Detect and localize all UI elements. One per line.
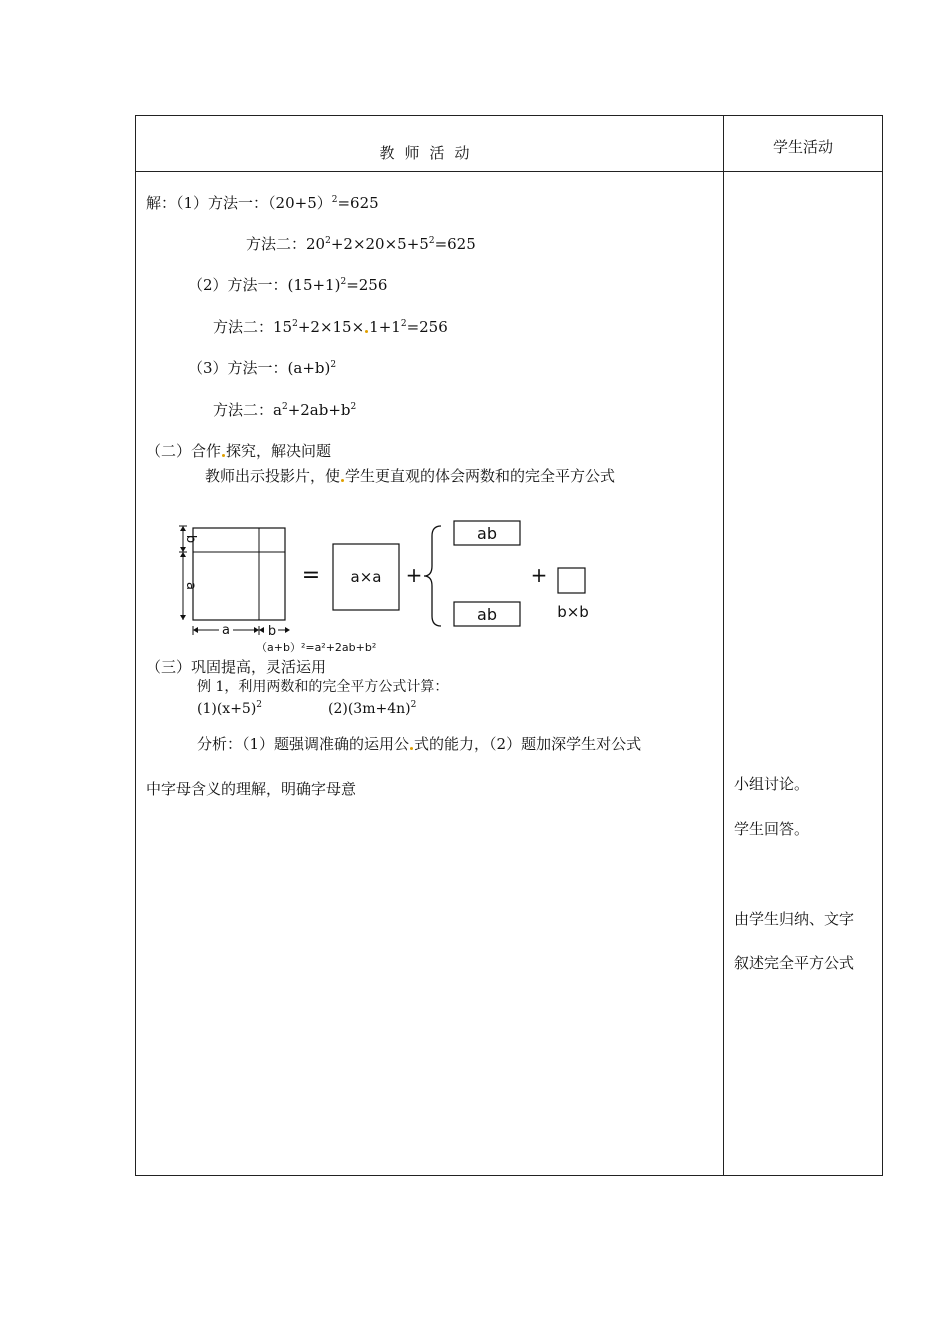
analysis-line-1: 分析：（1）题强调准确的运用公 式的能力，（2）题加深学生对公式 [197, 735, 642, 753]
question-1: $(1)(x+5)^2$ [197, 700, 263, 717]
formula-caption: （a+b）²=a²+2ab+b² [256, 641, 377, 654]
analysis-line-2: 中字母含义的理解，明确字母意 [146, 780, 357, 798]
student-item-group-discussion: 小组讨论。 [734, 775, 810, 793]
axa-label: a×a [350, 568, 382, 586]
mark-dot [365, 330, 368, 333]
mark-dot [410, 747, 413, 750]
section2-desc: 教师出示投影片，使 学生更直观的体会两数和的完全平方公式 [205, 467, 616, 485]
equals-sign: = [301, 563, 321, 588]
solution-line-6: 方法二：$a^2+2ab+b^2$ [213, 401, 357, 419]
column-divider [723, 116, 724, 1175]
ab-label-top: ab [477, 524, 497, 543]
header-divider [136, 171, 882, 172]
bxb-label: b×b [557, 603, 589, 621]
ab-label-bottom: ab [477, 605, 497, 624]
solution-line-1: 解：（1）方法一：$(20+5)^2=625$ [146, 194, 379, 212]
solution-line-2: 方法二：$20^2+2\times 20\times 5+5^2=625$ [246, 235, 476, 253]
dim-label-b: b [183, 534, 198, 544]
bxb-box [558, 568, 585, 593]
student-item-answer: 学生回答。 [734, 820, 810, 838]
plus-sign-2: + [530, 563, 548, 587]
student-item-summary-line2: 叙述完全平方公式 [734, 954, 855, 972]
student-activity-header: 学生活动 [772, 138, 833, 156]
lesson-table [135, 115, 883, 1176]
curly-brace [424, 526, 441, 626]
big-square [193, 528, 285, 620]
student-item-summary-line1: 由学生归纳、文字 [734, 910, 855, 928]
dim-label-a-bottom: a [222, 623, 230, 638]
square-diagram [136, 514, 723, 674]
solution-line-3: （2）方法一：$(15+1)^2=256$ [188, 276, 388, 294]
question-2: $(2)(3m+4n)^2$ [328, 700, 417, 717]
dim-label-b-bottom: b [267, 624, 277, 639]
teacher-activity-header: 教师活动 [379, 144, 480, 162]
example-1: 例 1，利用两数和的完全平方公式计算： [197, 679, 449, 695]
mark-dot [341, 479, 344, 482]
plus-sign-1: + [405, 563, 423, 587]
section2-title: （二）合作 探究，解决问题 [146, 442, 332, 460]
dim-label-a: a [183, 582, 198, 590]
solution-line-5: （3）方法一：$(a+b)^2$ [188, 359, 337, 377]
mark-dot [222, 454, 225, 457]
section3-title: （三）巩固提高，灵活运用 [146, 658, 327, 676]
solution-line-4: 方法二：$15^2+2\times 15\times 1+1^2=256$ [213, 318, 448, 336]
